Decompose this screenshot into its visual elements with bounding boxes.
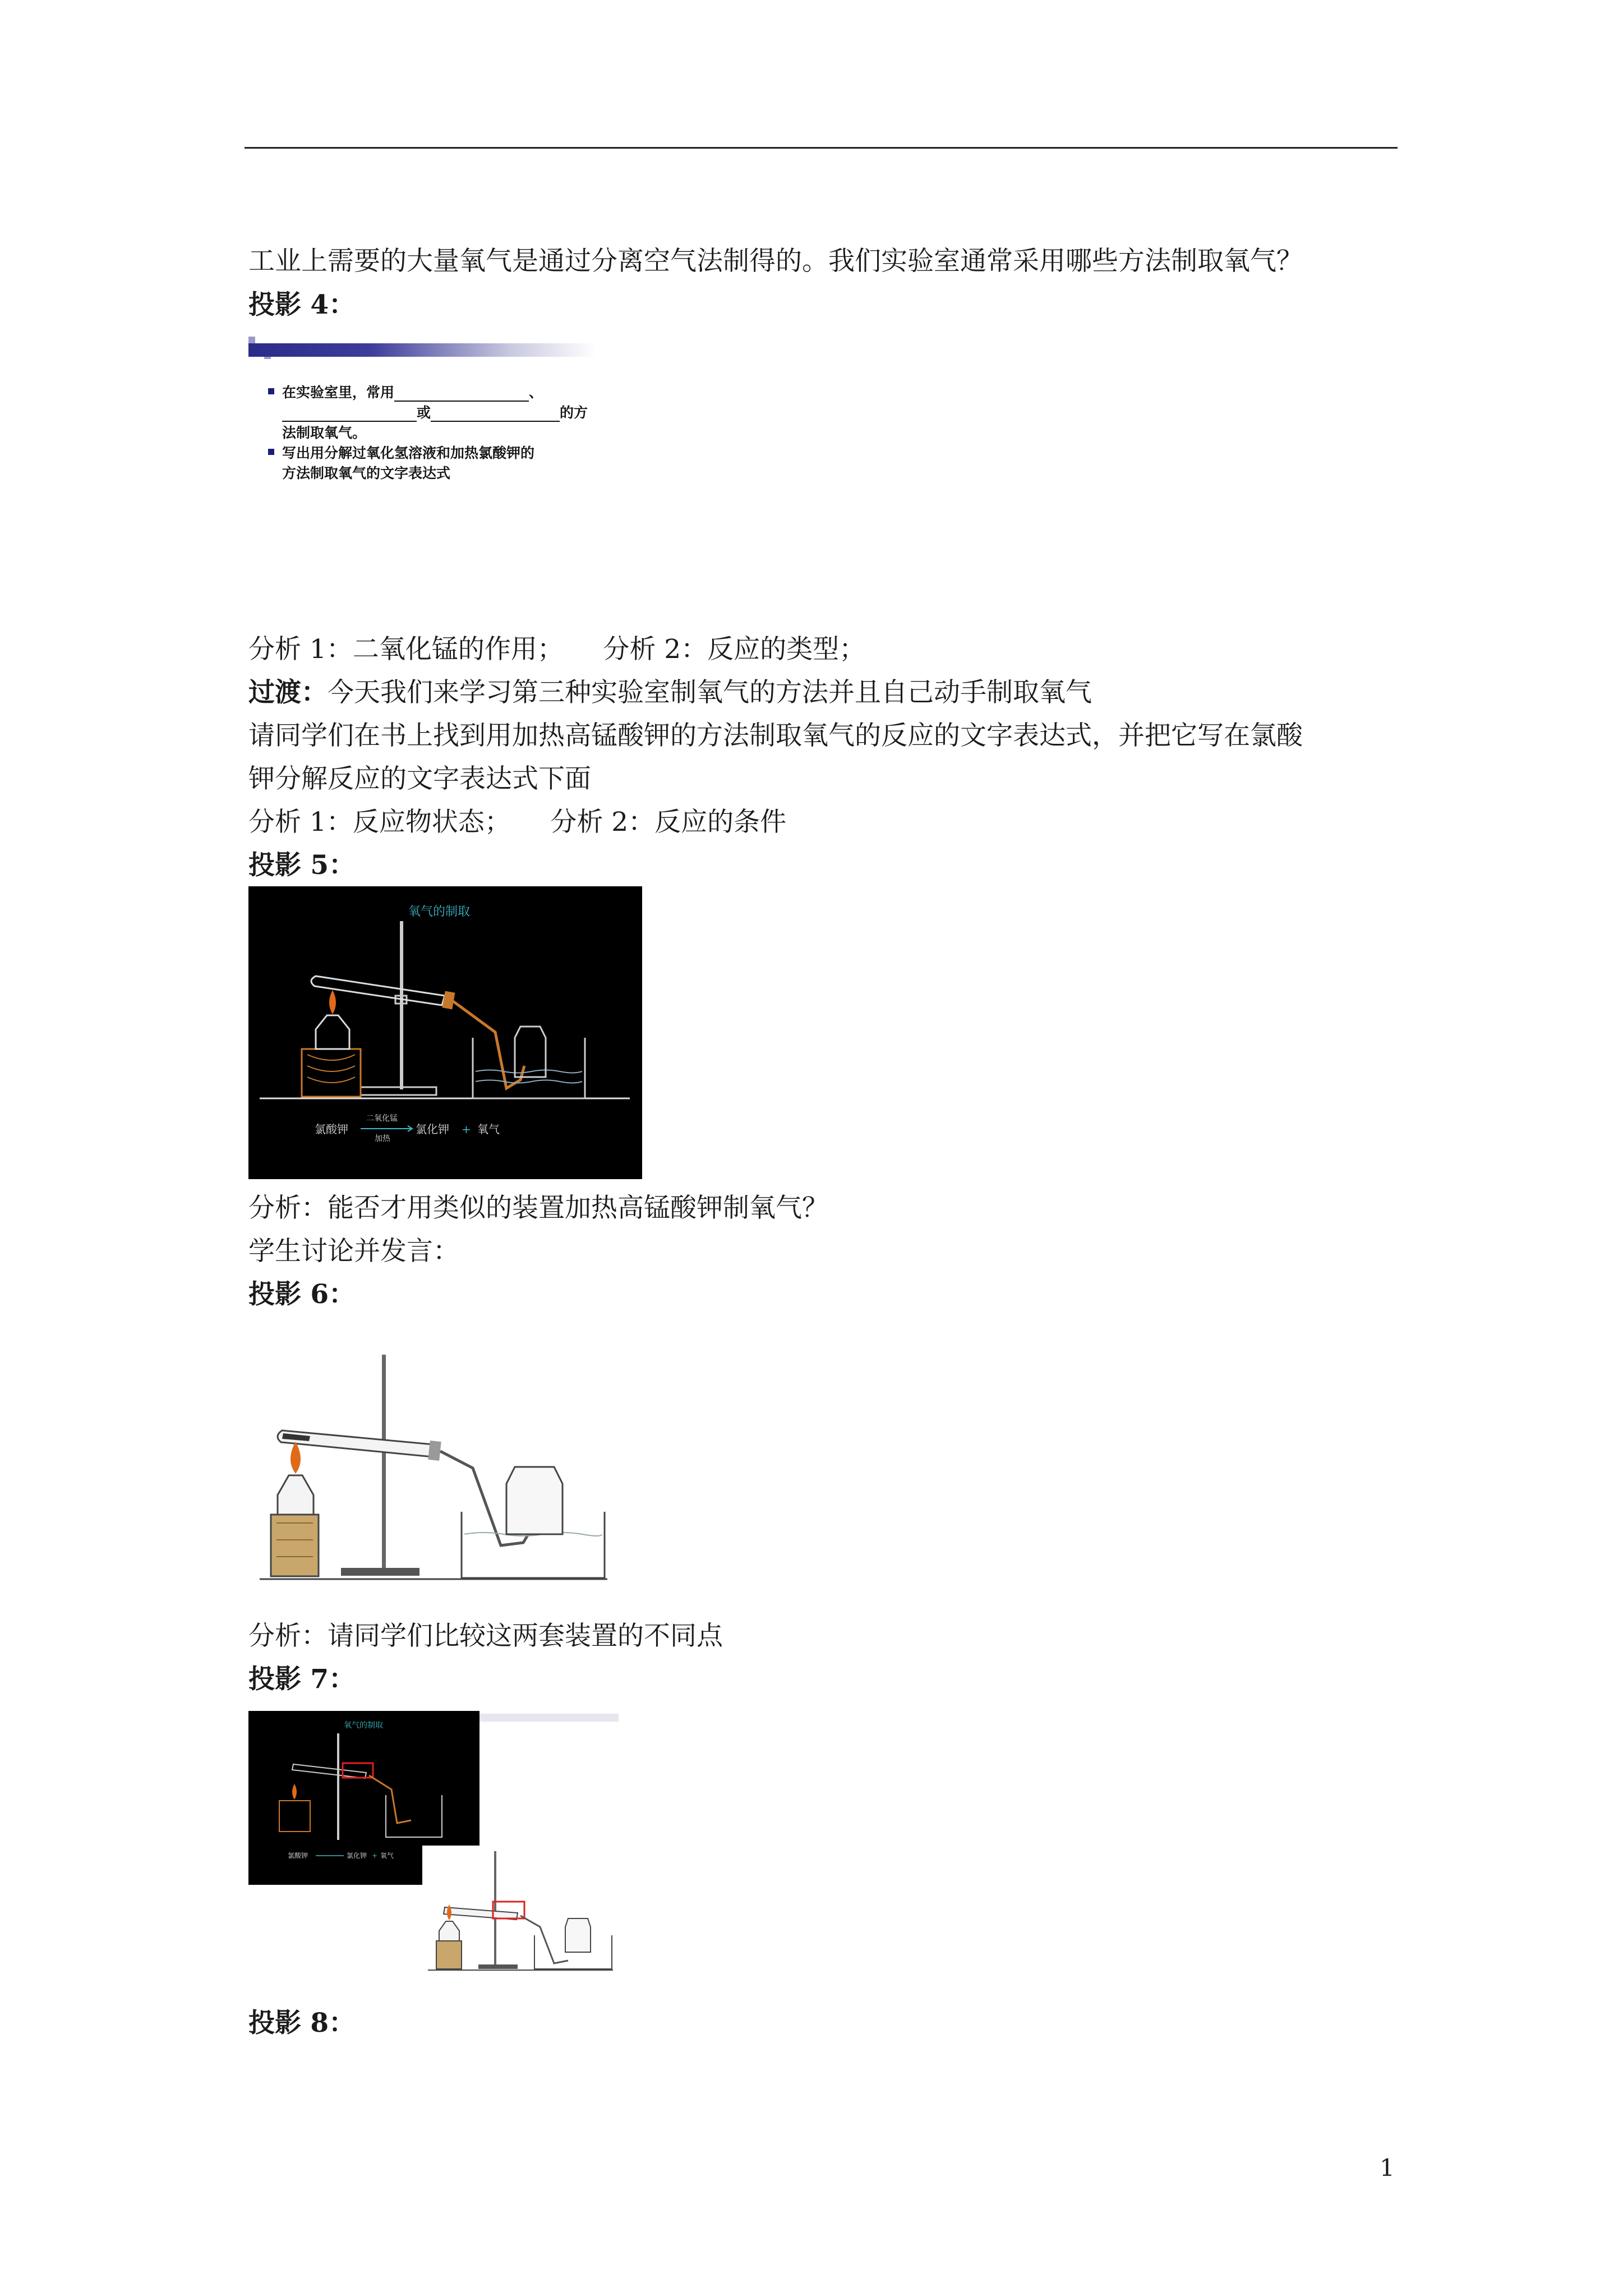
projection-7-label: 投影 7： — [248, 1664, 356, 1695]
small-slide-title: 氧气的制取 — [344, 1721, 383, 1730]
slide-6-image — [248, 1321, 619, 1585]
delivery-tube — [453, 1001, 524, 1088]
test-tube — [278, 1430, 434, 1457]
slide-header-band — [462, 1714, 619, 1722]
slide4-line5: 方法制取氧气的文字表达式 — [282, 465, 451, 481]
stopper — [442, 991, 455, 1010]
slide-5-image — [248, 886, 642, 1179]
iron-stand-rod — [337, 1733, 339, 1840]
iron-stand-rod — [382, 1355, 386, 1571]
fill-blank — [282, 408, 417, 422]
analysis-1: 分析 1：二氧化锰的作用； 分析 2：反应的类型； — [248, 634, 866, 665]
slide4-line4: 写出用分解过氧化氢溶液和加热氯酸钾的 — [282, 445, 535, 461]
paragraph-instruction-b: 钾分解反应的文字表达式下面 — [248, 763, 591, 794]
slide-7-image — [248, 1711, 619, 1975]
iron-stand-base — [478, 1964, 518, 1969]
discussion-line: 学生讨论并发言： — [248, 1236, 459, 1267]
flame-icon — [291, 1442, 301, 1474]
small-equation-reactant: 氯酸钾 — [288, 1852, 308, 1860]
stopper — [428, 1441, 441, 1461]
slide-4-image — [248, 337, 607, 505]
transition-text: 今天我们来学习第三种实验室制氧气的方法并且自己动手制取氧气 — [328, 677, 1092, 708]
flame-icon — [447, 1904, 451, 1920]
collection-bottle — [506, 1467, 562, 1534]
alcohol-lamp — [278, 1475, 313, 1515]
analysis-2: 分析 1：反应物状态； 分析 2：反应的条件 — [248, 807, 787, 838]
slide4-line3: 法制取氧气。 — [282, 425, 367, 441]
equation-condition: 加热 — [375, 1134, 390, 1143]
collection-bottle — [565, 1918, 591, 1952]
analysis-3: 分析：能否才用类似的装置加热高锰酸钾制氧气？ — [248, 1193, 828, 1223]
iron-stand-base — [341, 1568, 419, 1576]
equation-product1: 氯化钾 — [416, 1122, 449, 1136]
projection-6-label: 投影 6： — [248, 1279, 356, 1310]
water-surface — [476, 1070, 582, 1073]
apparatus-comparison — [248, 1711, 619, 1975]
slide4-line1: 在实验室里，常用 、 — [282, 384, 543, 401]
projection-4-label: 投影 4： — [248, 289, 356, 320]
paragraph-instruction-a: 请同学们在书上找到用加热高锰酸钾的方法制取氧气的反应的文字表达式，并把它写在氯酸 — [248, 720, 1303, 751]
equation-plus: + — [462, 1122, 471, 1136]
bullet-icon — [268, 388, 274, 394]
decor-square — [248, 337, 255, 343]
potassium-permanganate-apparatus — [248, 1321, 619, 1585]
iron-stand-base — [361, 1087, 436, 1095]
small-equation-product1: 氯化钾 — [347, 1852, 367, 1860]
small-dark-slide-caption — [248, 1840, 422, 1885]
water-trough — [473, 1038, 585, 1098]
slide-header-band — [248, 343, 596, 357]
transition-label: 过渡： — [248, 677, 328, 708]
alcohol-lamp — [439, 1921, 459, 1941]
projection-8-label: 投影 8： — [248, 2008, 356, 2039]
small-equation-plus: + — [372, 1852, 378, 1860]
projection-5-label: 投影 5： — [248, 850, 356, 881]
paragraph-intro: 工业上需要的大量氧气是通过分离空气法制得的。我们实验室通常采用哪些方法制取氧气？ — [248, 246, 1303, 277]
equation-reactant: 氯酸钾 — [315, 1122, 348, 1136]
collection-bottle — [515, 1027, 546, 1077]
small-equation-product2: 氧气 — [380, 1852, 394, 1860]
iron-stand-rod — [494, 1851, 496, 1966]
fill-blank — [394, 388, 529, 402]
wood-block — [271, 1515, 319, 1576]
transition-paragraph — [248, 676, 1092, 710]
page-number: 1 — [1380, 2154, 1395, 2182]
bullet-icon — [268, 449, 274, 455]
equation-catalyst: 二氧化锰 — [366, 1114, 398, 1123]
header-rule — [245, 147, 1398, 149]
water-wave — [476, 1080, 582, 1083]
analysis-4: 分析：请同学们比较这两套装置的不同点 — [248, 1621, 723, 1651]
oxygen-apparatus-diagram — [248, 886, 642, 1179]
equation-product2: 氧气 — [477, 1122, 500, 1136]
flame-icon — [329, 990, 336, 1014]
iron-stand-rod — [400, 921, 403, 1089]
slide5-title: 氧气的制取 — [408, 905, 471, 919]
wood-block — [436, 1941, 462, 1969]
slide4-line2: 或 的方 — [282, 402, 588, 422]
delivery-tube — [520, 1916, 568, 1963]
fill-blank — [431, 408, 560, 422]
alcohol-lamp — [316, 1015, 349, 1049]
wood-grain — [307, 1055, 355, 1083]
